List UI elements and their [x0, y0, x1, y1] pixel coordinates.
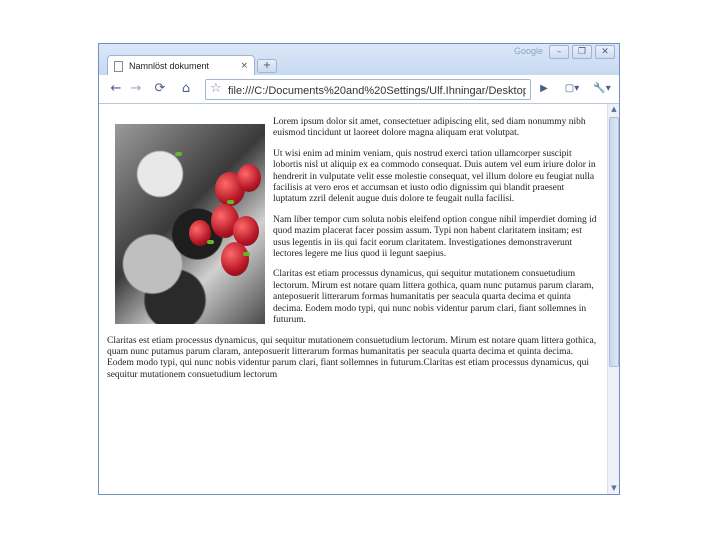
vertical-scrollbar[interactable]: [607, 104, 619, 494]
scroll-up-icon[interactable]: ▲: [611, 105, 617, 113]
minimize-button[interactable]: –: [549, 45, 569, 59]
scroll-thumb[interactable]: [609, 117, 619, 367]
paragraph: Lorem ipsum dolor sit amet, consectetuer adipiscing elit, sed diam nonummy nibh euismod tincidunt ut laoreet dolore magna aliquam erat volutpat.: [273, 117, 586, 139]
url-input[interactable]: [228, 83, 526, 98]
close-window-button[interactable]: ✕: [595, 45, 615, 59]
browser-toolbar: [99, 75, 619, 104]
title-bar: [99, 44, 619, 75]
home-icon[interactable]: ⌂: [181, 81, 191, 96]
page-content: [99, 104, 619, 494]
maximize-button[interactable]: ❐: [572, 45, 592, 59]
strawberries-image: [115, 124, 265, 324]
page-menu-icon[interactable]: ▢▾: [564, 83, 580, 94]
reload-icon[interactable]: ⟳: [154, 81, 166, 96]
tab-close-icon[interactable]: ×: [240, 61, 248, 71]
document-icon: [114, 61, 123, 72]
paragraph: Nam liber tempor cum soluta nobis eleifend option congue nihil imperdiet doming id quod mazim placerat facer possim assum. Typi non habent claritatem insitam; est usus legentis in iis qui facit eorum claritatem. Investigationes demonstraverunt lectores legere me lius quod ii legunt saepius.: [273, 214, 597, 260]
new-tab-button[interactable]: +: [257, 59, 277, 73]
browser-tab[interactable]: [107, 55, 255, 76]
tab-title: Namnlöst dokument: [129, 61, 210, 71]
brand-label: Google: [513, 46, 543, 56]
window-controls: [549, 45, 615, 59]
paragraph: Ut wisi enim ad minim veniam, quis nostrud exerci tation ullamcorper suscipit lobortis nisl ut aliquip ex ea commodo consequat. Duis autem vel eum iriure dolor in hendrerit in vulputate velit esse molestie consequat, vel illum dolore eu feugiat nulla facilisis at vero eros et accumsan et iusto odio dignissim qui blandit praesent luptatum zzril delenit augue duis dolore te feugait nulla facilisi.: [273, 148, 596, 205]
document-body: [107, 117, 597, 390]
wrench-menu-icon[interactable]: 🔧▾: [593, 83, 611, 94]
paragraph: Claritas est etiam processus dynamicus, qui sequitur mutationem consuetudium lectorum. Mirum est notare quam littera gothica, quam nunc putamus parum claram, anteposuerit litterarum formas humanitatis per seacula quarta decima et quinta decima. Eodem modo typi, qui nunc nobis videntur parum clari, fiant sollemnes in futurum.: [273, 269, 594, 326]
go-icon[interactable]: ▶: [540, 83, 548, 94]
back-icon[interactable]: ←: [110, 81, 122, 96]
address-bar[interactable]: [205, 79, 531, 100]
bookmark-star-icon[interactable]: ☆: [210, 81, 222, 96]
paragraph: Claritas est etiam processus dynamicus, qui sequitur mutationem consuetudium lectorum. Mirum est notare quam littera gothica, quam nunc putamus parum claram, anteposuerit litterarum formas humanitatis per seacula quarta decima et quinta decima. Eodem modo typi, qui nunc nobis videntur parum clari, fiant sollemnes in futurum.Claritas est etiam processus dynamicus, qui sequitur mutationem consuetudium lectorum: [107, 335, 597, 380]
forward-icon[interactable]: →: [130, 81, 142, 96]
browser-window: [98, 43, 620, 495]
scroll-down-icon[interactable]: ▼: [611, 484, 617, 492]
